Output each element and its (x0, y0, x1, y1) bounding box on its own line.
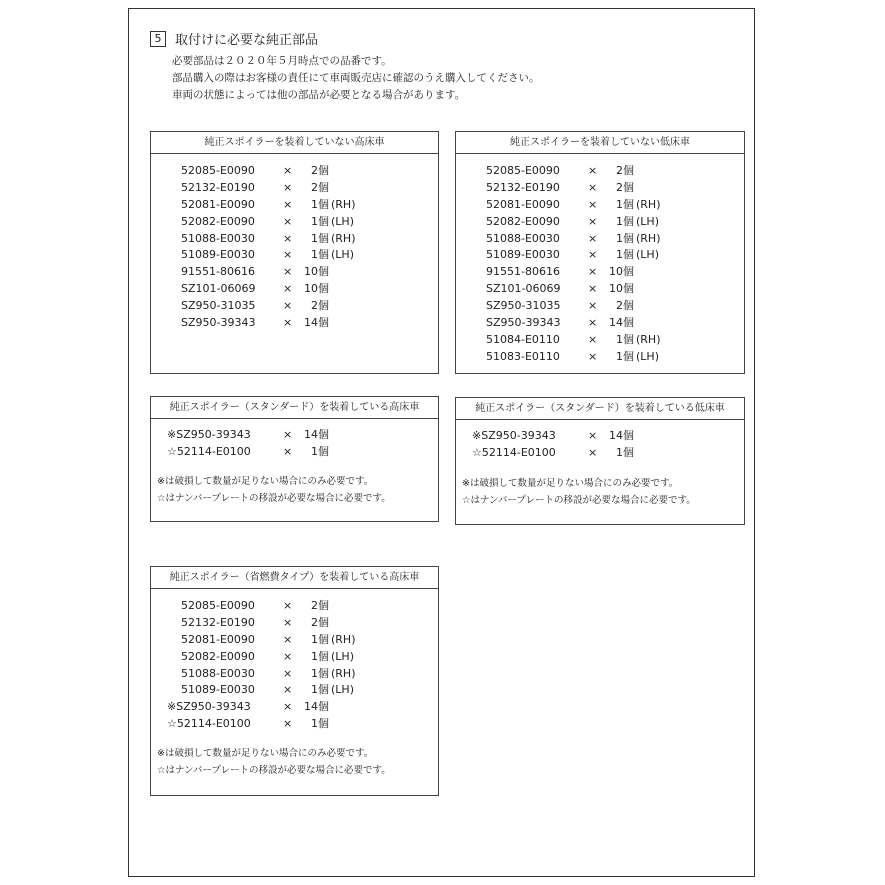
quantity: 1個 (311, 649, 329, 663)
part-number: ☆52114-E0100 (472, 445, 556, 459)
parts-box-high-standard (150, 396, 439, 522)
quantity: 1個 (616, 349, 634, 363)
part-row (181, 298, 438, 315)
side-label (634, 281, 636, 298)
part-row (181, 197, 438, 214)
part-number: 91551-80616 (486, 265, 560, 279)
multiply-sign: × (283, 666, 293, 680)
parts-box-low-standard (455, 397, 745, 525)
part-row (486, 163, 744, 180)
side-label: (RH) (331, 231, 356, 245)
side-label (329, 699, 331, 716)
multiply-sign: × (588, 445, 598, 459)
part-number: 51088-E0030 (486, 231, 560, 245)
section-number: 5 (150, 31, 166, 47)
quantity: 1個 (616, 445, 634, 459)
side-label: (RH) (331, 666, 356, 680)
part-row (167, 682, 438, 699)
part-row (167, 649, 438, 666)
part-number: 51089-E0030 (486, 248, 560, 262)
part-row (181, 180, 438, 197)
part-number: 52132-E0190 (181, 180, 255, 194)
part-number: ※SZ950-39343 (167, 700, 251, 714)
quantity: 10個 (304, 282, 329, 296)
side-label: (LH) (636, 214, 659, 228)
part-row (167, 427, 438, 444)
multiply-sign: × (283, 683, 293, 697)
multiply-sign: × (588, 316, 598, 330)
part-number: 51089-E0030 (181, 248, 255, 262)
part-number: 52132-E0190 (486, 180, 560, 194)
parts-box-title: 純正スポイラーを装着していない高床車 (151, 132, 438, 154)
quantity: 1個 (311, 632, 329, 646)
intro-line: 部品購入の際はお客様の責任にて車両販売店に確認のうえ購入してください。 (172, 72, 540, 84)
quantity: 2個 (311, 180, 329, 194)
part-row (181, 163, 438, 180)
quantity: 14個 (304, 316, 329, 330)
part-number: 52085-E0090 (181, 599, 255, 612)
side-label (634, 180, 636, 197)
multiply-sign: × (588, 265, 598, 279)
parts-list (456, 154, 744, 366)
part-row (181, 231, 438, 248)
part-row (486, 332, 744, 349)
part-row (181, 281, 438, 298)
section-heading (150, 29, 318, 48)
multiply-sign: × (588, 180, 598, 194)
side-label (329, 427, 331, 444)
part-number: 52085-E0090 (181, 164, 255, 177)
multiply-sign: × (283, 615, 293, 629)
multiply-sign: × (283, 248, 293, 262)
part-row (167, 632, 438, 649)
quantity: 1個 (311, 666, 329, 680)
quantity: 2個 (311, 615, 329, 629)
part-number: 51084-E0110 (486, 332, 560, 346)
multiply-sign: × (283, 316, 293, 330)
part-number: 52081-E0090 (181, 632, 255, 646)
part-number: SZ950-31035 (181, 299, 256, 313)
part-number: ※SZ950-39343 (167, 428, 251, 441)
multiply-sign: × (588, 214, 598, 228)
side-label: (RH) (331, 197, 356, 211)
parts-list (456, 420, 744, 462)
part-row (472, 445, 744, 462)
side-label (634, 264, 636, 281)
part-row (167, 716, 438, 733)
quantity: 10個 (304, 265, 329, 279)
side-label: (RH) (636, 197, 661, 211)
part-number: 52082-E0090 (486, 214, 560, 228)
multiply-sign: × (588, 349, 598, 363)
part-row (472, 428, 744, 445)
part-row (486, 247, 744, 264)
part-number: ※SZ950-39343 (472, 429, 556, 442)
parts-list (151, 419, 438, 461)
side-label: (LH) (636, 349, 659, 363)
multiply-sign: × (283, 649, 293, 663)
part-number: SZ950-39343 (181, 316, 256, 330)
quantity: 1個 (311, 231, 329, 245)
part-row (167, 444, 438, 461)
quantity: 14個 (304, 700, 329, 714)
part-row (181, 315, 438, 332)
side-label: (RH) (331, 632, 356, 646)
parts-box-high-no-spoiler (150, 131, 439, 374)
side-label (329, 598, 331, 615)
part-number: 52081-E0090 (181, 197, 255, 211)
side-label (634, 163, 636, 180)
side-label (329, 281, 331, 298)
multiply-sign: × (283, 299, 293, 313)
quantity: 2個 (616, 180, 634, 194)
part-row (167, 666, 438, 683)
part-row (486, 264, 744, 281)
multiply-sign: × (283, 164, 293, 177)
quantity: 1個 (311, 214, 329, 228)
parts-box-title: 純正スポイラーを装着していない低床車 (456, 132, 744, 154)
part-row (181, 264, 438, 281)
part-number: 91551-80616 (181, 265, 255, 279)
side-label: (LH) (636, 248, 659, 262)
quantity: 1個 (311, 248, 329, 262)
side-label (329, 298, 331, 315)
parts-box-title: 純正スポイラー（スタンダード）を装着している低床車 (456, 398, 744, 420)
side-label (329, 315, 331, 332)
part-row (486, 231, 744, 248)
side-label (329, 163, 331, 180)
multiply-sign: × (283, 214, 293, 228)
quantity: 1個 (311, 197, 329, 211)
part-number: SZ101-06069 (181, 282, 256, 296)
multiply-sign: × (588, 197, 598, 211)
quantity: 1個 (616, 248, 634, 262)
note-line: ※は破損して数量が足りない場合にのみ必要です。 (157, 475, 374, 487)
notes (456, 475, 744, 509)
side-label (329, 264, 331, 281)
quantity: 2個 (311, 599, 329, 612)
side-label (634, 428, 636, 445)
multiply-sign: × (588, 299, 598, 313)
parts-list (151, 589, 438, 733)
multiply-sign: × (588, 231, 598, 245)
part-row (167, 615, 438, 632)
part-number: 51088-E0030 (181, 231, 255, 245)
quantity: 14個 (609, 429, 634, 442)
multiply-sign: × (283, 265, 293, 279)
intro-line: 必要部品は２０２０年５月時点での品番です。 (172, 55, 392, 67)
part-number: 52082-E0090 (181, 649, 255, 663)
quantity: 2個 (616, 164, 634, 177)
multiply-sign: × (283, 444, 293, 458)
intro-line: 車両の状態によっては他の部品が必要となる場合があります。 (172, 89, 466, 101)
multiply-sign: × (283, 717, 293, 731)
multiply-sign: × (283, 282, 293, 296)
multiply-sign: × (588, 429, 598, 442)
multiply-sign: × (283, 197, 293, 211)
multiply-sign: × (283, 599, 293, 612)
multiply-sign: × (588, 164, 598, 177)
note-line: ☆はナンバープレートの移設が必要な場合に必要です。 (157, 492, 391, 504)
side-label (634, 445, 636, 462)
side-label (329, 180, 331, 197)
part-row (486, 214, 744, 231)
part-number: SZ950-31035 (486, 299, 561, 313)
note-line: ※は破損して数量が足りない場合にのみ必要です。 (157, 748, 374, 760)
quantity: 10個 (609, 282, 634, 296)
notes (151, 473, 438, 507)
note-line: ☆はナンバープレートの移設が必要な場合に必要です。 (157, 765, 391, 777)
side-label (329, 444, 331, 461)
part-number: 51089-E0030 (181, 683, 255, 697)
section-title: 取付けに必要な純正部品 (175, 33, 319, 48)
parts-box-high-eco (150, 566, 439, 796)
part-row (486, 349, 744, 366)
quantity: 10個 (609, 265, 634, 279)
parts-box-low-no-spoiler (455, 131, 745, 374)
multiply-sign: × (283, 428, 293, 441)
quantity: 1個 (311, 717, 329, 731)
side-label: (LH) (331, 248, 354, 262)
part-row (167, 699, 438, 716)
multiply-sign: × (588, 332, 598, 346)
quantity: 1個 (311, 683, 329, 697)
side-label (329, 615, 331, 632)
part-row (486, 315, 744, 332)
part-row (486, 197, 744, 214)
multiply-sign: × (283, 231, 293, 245)
quantity: 1個 (616, 332, 634, 346)
multiply-sign: × (283, 632, 293, 646)
part-row (181, 247, 438, 264)
side-label: (RH) (636, 332, 661, 346)
parts-list (151, 154, 438, 332)
part-number: 52082-E0090 (181, 214, 255, 228)
part-number: 51083-E0110 (486, 349, 560, 363)
side-label (634, 298, 636, 315)
part-number: 51088-E0030 (181, 666, 255, 680)
part-number: ☆52114-E0100 (167, 717, 251, 731)
side-label: (RH) (636, 231, 661, 245)
quantity: 1個 (311, 444, 329, 458)
quantity: 2個 (311, 299, 329, 313)
multiply-sign: × (283, 700, 293, 714)
intro-text (172, 53, 540, 104)
quantity: 2個 (311, 164, 329, 177)
side-label (634, 315, 636, 332)
part-number: 52132-E0190 (181, 615, 255, 629)
quantity: 2個 (616, 299, 634, 313)
part-number: SZ101-06069 (486, 282, 561, 296)
part-row (486, 180, 744, 197)
part-row (167, 598, 438, 615)
side-label: (LH) (331, 649, 354, 663)
note-line: ☆はナンバープレートの移設が必要な場合に必要です。 (462, 494, 696, 506)
notes (151, 745, 438, 779)
part-number: SZ950-39343 (486, 316, 561, 330)
part-row (486, 281, 744, 298)
multiply-sign: × (588, 248, 598, 262)
parts-box-title: 純正スポイラー（スタンダード）を装着している高床車 (151, 397, 438, 419)
quantity: 14個 (609, 316, 634, 330)
side-label (329, 716, 331, 733)
note-line: ※は破損して数量が足りない場合にのみ必要です。 (462, 477, 679, 489)
side-label: (LH) (331, 214, 354, 228)
multiply-sign: × (283, 180, 293, 194)
quantity: 1個 (616, 214, 634, 228)
quantity: 14個 (304, 428, 329, 441)
quantity: 1個 (616, 197, 634, 211)
part-number: 52081-E0090 (486, 197, 560, 211)
multiply-sign: × (588, 282, 598, 296)
parts-box-title: 純正スポイラー（省燃費タイプ）を装着している高床車 (151, 567, 438, 589)
part-number: ☆52114-E0100 (167, 444, 251, 458)
side-label: (LH) (331, 683, 354, 697)
part-row (486, 298, 744, 315)
part-number: 52085-E0090 (486, 164, 560, 177)
quantity: 1個 (616, 231, 634, 245)
part-row (181, 214, 438, 231)
